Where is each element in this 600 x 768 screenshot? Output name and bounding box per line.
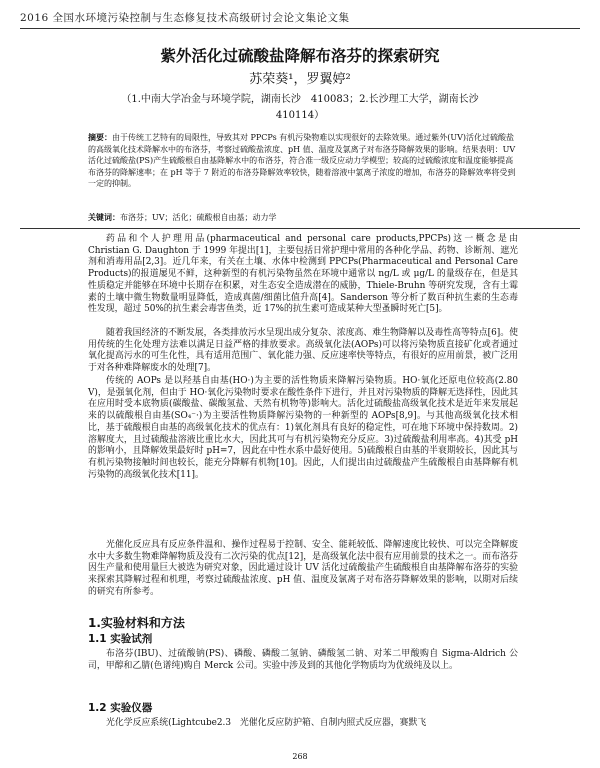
abstract-divider [20,228,580,229]
body-paragraph-5: 布洛芬(IBU)、过硫酸钠(PS)、磷酸、磷酸二氢钠、磷酸氢二钠、对苯二甲酸购自 Sigma-Aldrich 公司，甲醇和乙腈(色谱纯)购自 Merck 公司。实验中涉及到的其他化学物质均为优级纯及以上。 [88,649,518,671]
subsection-heading-1-2: 1.2 实验仪器 [88,702,153,714]
keywords-text: 布洛芬；UV；活化；硫酸根自由基；动力学 [120,213,277,222]
body-paragraph-2: 随着我国经济的不断发展，各类排放污水呈现出成分复杂、浓度高、难生物降解以及毒性高等特点[6]。使用传统的生化处理方法难以满足日益严格的排放要求。高级氧化法(AOPs)可以将污染物质直接矿化或者通过氧化提高污水的可生化性，具有适用范围广、氧化能力强、反应速率快等特点，有很好的应用前景，被广泛用于对各种难降解废水的处理[7]。 [88,328,518,374]
section-heading-1: 1.实验材料和方法 [88,616,185,630]
body-paragraph-1: 药品和个人护理用品(pharmaceutical and personal care products,PPCPs)这一概念是由 Christian G. Daughton 于 1999 年提出[1]，主要包括日常护理中常用的各种化学品、药物、诊断剂、遮光剂和消毒用品[2,3]。近几年来，有关在土壤、水体中检测到 PPCPs(Pharmaceutical and Personal Care Products)的报道屡见不鲜，这种新型的有机污染物虽然在环境中通常以 ng/L 或 μg/L 的量级存在，但是其性质稳定并能够在环境中长期存在积累，对生态安全造成潜在的威胁，Thiele-Bruhn 等研究发现，含有土霉素的土壤中微生物数量明显降低，造成真菌/细菌比值升高[4]。Sanderson 等分析了数百种抗生素的生态毒性发现，超过 50%的抗生素会毒害鱼类，近 17%的抗生素可造成某种大型蚤瞬时死亡[5]。 [88,234,518,315]
keywords [88,212,518,223]
affiliation-line-1: （1.中南大学冶金与环境学院，湖南长沙 410083；2.长沙理工大学，湖南长沙 [121,94,479,105]
body-paragraph-4: 光催化反应具有反应条件温和、操作过程易于控制、安全、能耗较低、降解速度比较快、可以完全降解废水中大多数生物难降解物质及没有二次污染的优点[12]，是高级氧化法中很有应用前景的技术之一。而布洛芬因生产量和使用量巨大被选为研究对象，因此通过设计 UV 活化过硫酸盐产生硫酸根自由基降解布洛芬的实验来探索其降解过程和机理，考察过硫酸盐浓度、pH 值、温度及氯离子对布洛芬降解效果的影响，以期对后续的研究有所参考。 [88,540,518,597]
page-number: 268 [292,752,308,761]
abstract [88,132,518,190]
abstract-label: 摘要： [88,132,112,142]
affiliation-line-2: 410114） [275,110,325,121]
body-paragraph-6: 光化学反应系统(Lightcube2.3 光催化反应防护箱、自制内照式反应器，赛默飞 [106,718,427,728]
paper-title: 紫外活化过硫酸盐降解布洛芬的探索研究 [160,47,440,65]
subsection-heading-1-1: 1.1 实验试剂 [88,633,153,645]
affiliation [110,92,490,124]
running-header: 2016 全国水环境污染控制与生态修复技术高级研讨会论文集论文集 [20,12,350,24]
authors: 苏荣葵¹，罗翼婷² [249,72,351,87]
abstract-text: 由于传统工艺特有的局限性，导致其对 PPCPs 有机污染物难以实现很好的去除效果。通过紫外(UV)活化过硫酸盐的高级氧化技术降解水中的布洛芬，考察过硫酸盐浓度、pH 值、温度及氯离子对布洛芬降解效果的影响。结果表明：UV 活化过硫酸盐(PS)产生硫酸根自由基降解水中的布洛芬，符合准一级反应动力学模型；较高的过硫酸浓度和温度能够提高布洛芬的降解速率；在 pH 等于 7 附近的布洛芬降解效率较快，随着溶液中氯离子浓度的增加，布洛芬的降解效率将受到一定的抑制。 [88,133,516,189]
header-rule [20,28,580,29]
keywords-label: 关键词： [88,212,120,222]
body-paragraph-3: 传统的 AOPs 是以羟基自由基(HO·)为主要的活性物质来降解污染物质。HO·氧化还原电位较高(2.80 V)，是强氧化剂，但由于 HO·氧化污染物时要求在酸性条件下进行，并且对污染物质的降解无选择性，因此其在应用时受本底物质(碳酸盐、碳酸氢盐、天然有机物等)影响大。活化过硫酸盐高级氧化技术是近年来发展起来的以硫酸根自由基(SO₄⁻·)为主要活性物质降解污染物的一种新型的 AOPs[8,9]。与其他高级氧化技术相比，基于硫酸根自由基的高级氧化技术的优点有：1)氧化剂具有良好的稳定性，可在地下环境中保持数周。2)溶解度大，且过硫酸盐溶液比重比水大，因此其可与有机污染物充分反应。3)过硫酸盐利用率高。4)其受 pH 的影响小，且降解效果最好时 pH=7，因此在中性水系中最好使用。5)硫酸根自由基的半衰期较长，因此其与有机污染物接触时间也较长，能充分降解有机物[10]。因此，人们提出由过硫酸盐产生硫酸根自由基降解有机污染物的高级氧化技术[11]。 [88,376,518,480]
